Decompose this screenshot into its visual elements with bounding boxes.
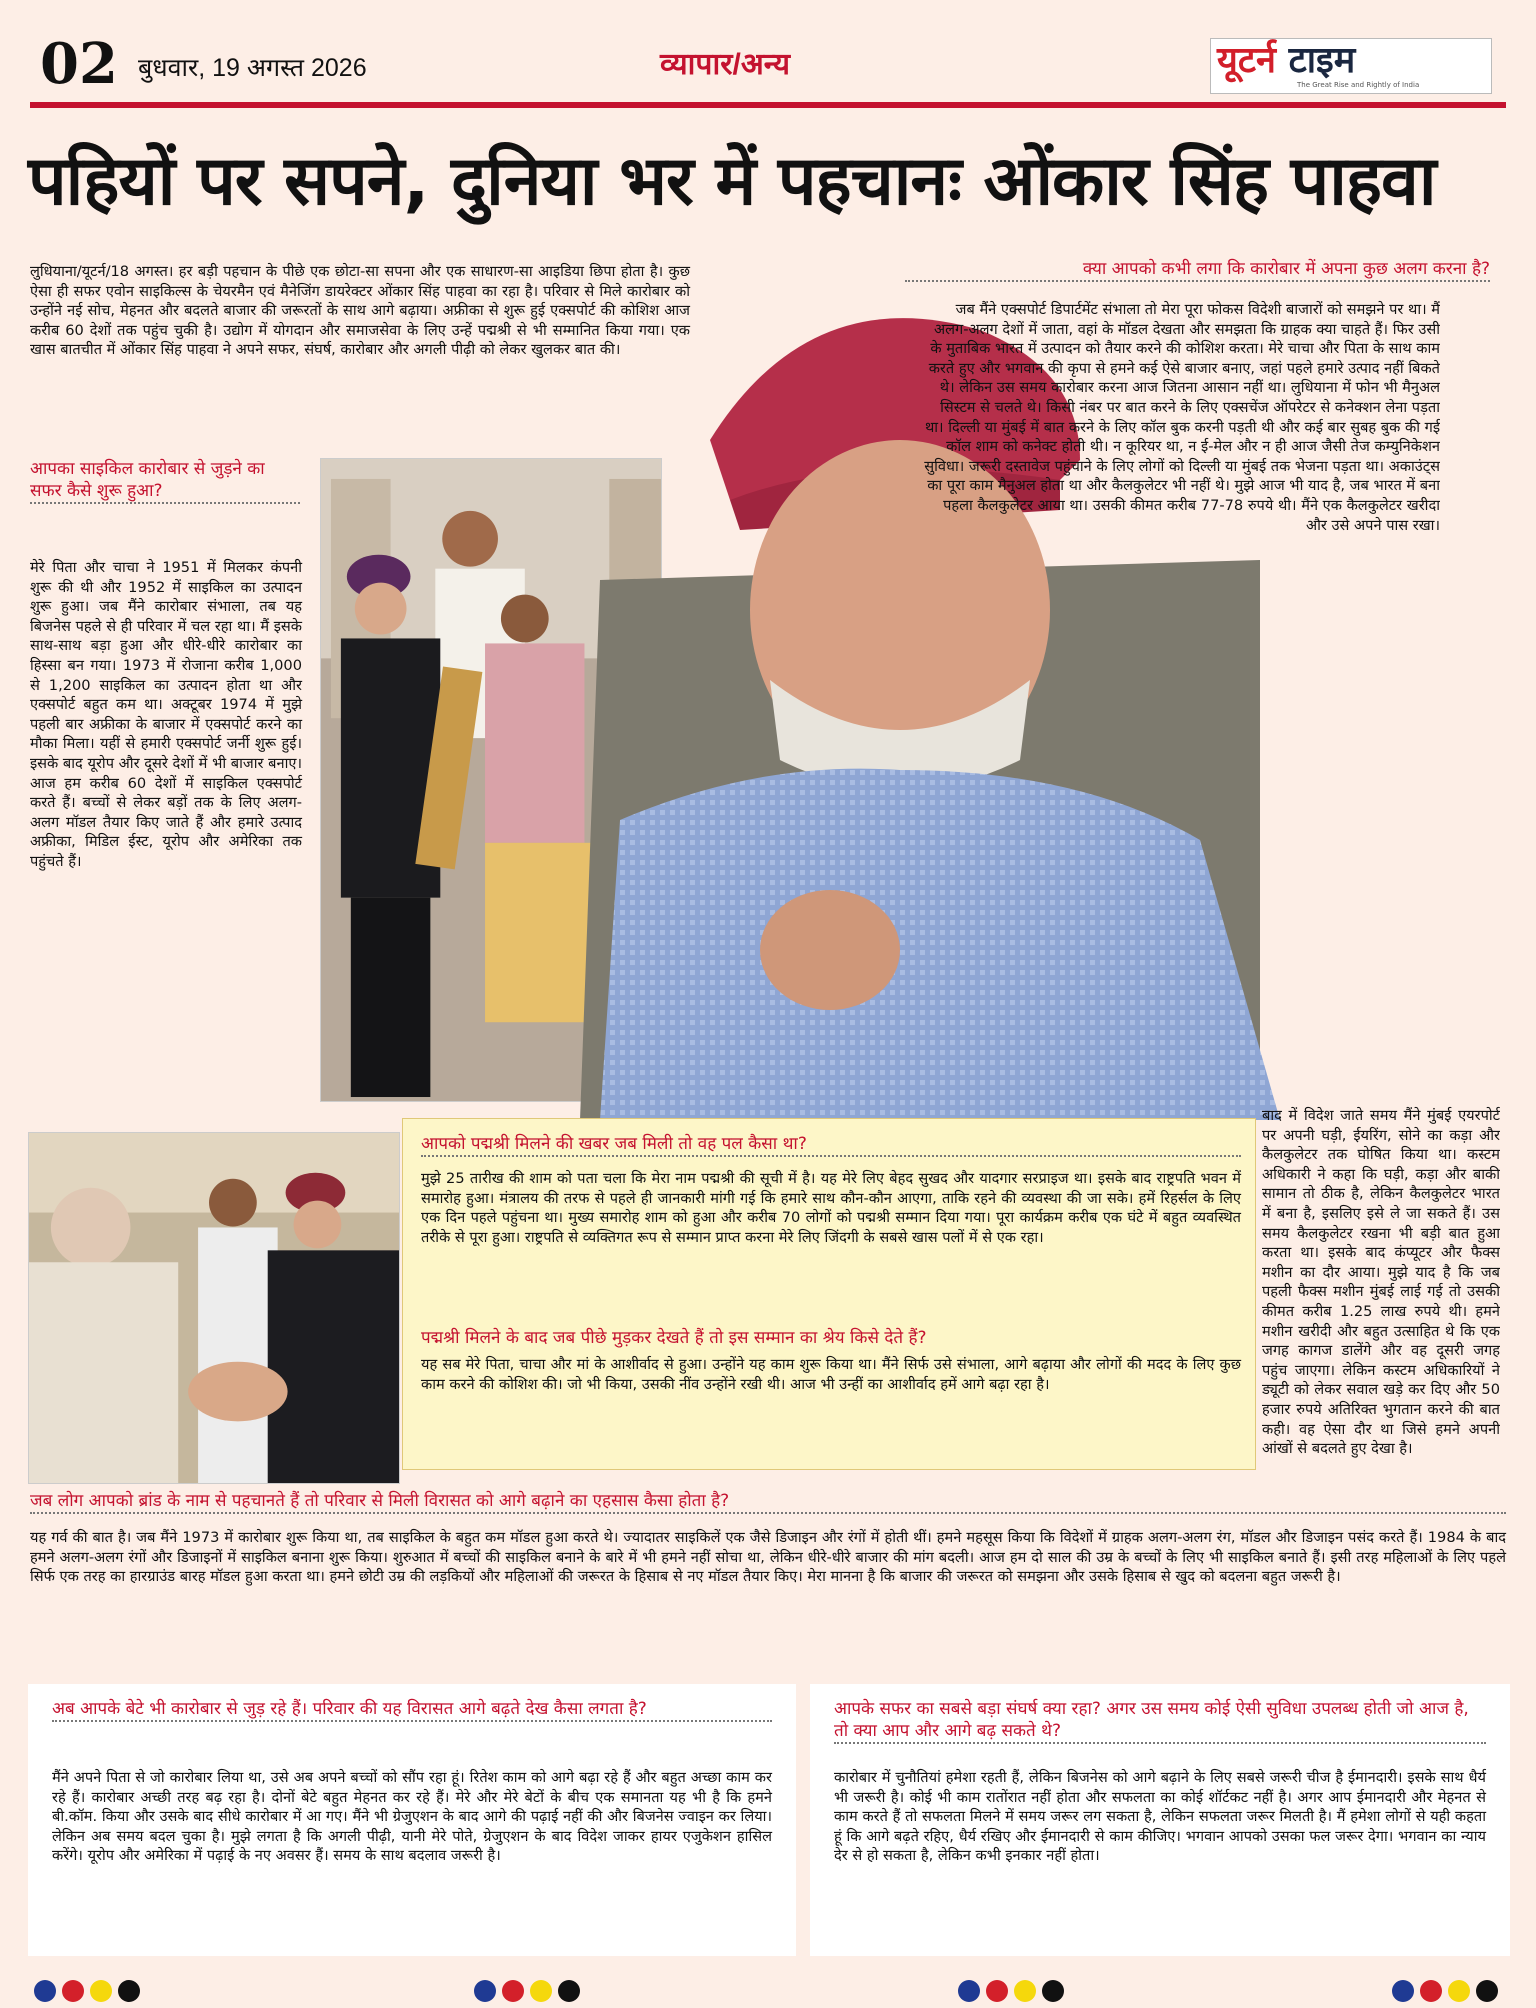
question-struggle: आपके सफर का सबसे बड़ा संघर्ष क्या रहा? अगर उस समय कोई ऐसी सुविधा उपलब्ध होती जो आज है, तो क्या आप और आगे बढ़ सकते थे? bbox=[834, 1698, 1486, 1744]
answer-sons: मैंने अपने पिता से जो कारोबार लिया था, उसे अब अपने बच्चों को सौंप रहा हूं। रितेश काम को आगे बढ़ा रहे हैं और बहुत अच्छा काम कर रहे हैं। कारोबार अच्छी तरह बढ़ रहा है। दोनों बेटे बहुत मेहनत कर रहे हैं। मेरे और मेरे बेटों के बीच एक समानता यह भी है कि हमने बी.कॉम. किया और उसके बाद सीधे कारोबार में आ गए। मैंने भी ग्रेजुएशन के बाद आगे की पढ़ाई नहीं की और बिजनेस ज्वाइन कर लिया। लेकिन अब समय बदल चुका है। मुझे लगता है कि अगली पीढ़ी, यानी मेरे पोते, ग्रेजुएशन के बाद विदेश जाकर हायर एजुकेशन हासिल करेंगे। यूरोप और अमेरिका में पढ़ाई के नए अवसर हैं। समय के साथ बदलाव जरूरी है। bbox=[52, 1769, 772, 1865]
registration-dots-2 bbox=[474, 1980, 580, 2002]
intro-paragraph: लुधियाना/यूटर्न/18 अगस्त। हर बड़ी पहचान के पीछे एक छोटा-सा सपना और एक साधारण-सा आइडिया छिपा होता है। कुछ ऐसा ही सफर एवोन साइकिल्स के चेयरमैन एवं मैनेजिंग डायरेक्टर ओंकार सिंह पाहवा का रहा है। परिवार से मिले कारोबार को उन्होंने नई सोच, मेहनत और बदलते बाजार की जरूरतों के साथ आगे बढ़ाया। अफ्रीका से शुरू हुई एक्सपोर्ट की कोशिश आज करीब 60 देशों तक पहुंच चुकी है। उद्योग में योगदान और समाजसेवा के लिए उन्हें पद्मश्री से भी सम्मानित किया गया। एक खास बातचीत में ओंकार सिंह पाहवा ने अपने सफर, संघर्ष, कारोबार और अगली पीढ़ी को लेकर खुलकर बात की। bbox=[30, 263, 690, 359]
question-credit: पद्मश्री मिलने के बाद जब पीछे मुड़कर देखते हैं तो इस सम्मान का श्रेय किसे देते हैं? bbox=[421, 1328, 927, 1348]
page-number: 02 bbox=[40, 31, 118, 97]
question-padmashri: आपको पद्मश्री मिलने की खबर जब मिली तो वह पल कैसा था? bbox=[421, 1133, 1241, 1157]
answer-struggle: कारोबार में चुनौतियां हमेशा रहती हैं, लेकिन बिजनेस को आगे बढ़ाने के लिए सबसे जरूरी चीज है ईमानदारी। इसके साथ धैर्य भी जरूरी है। कोई भी काम रातोंरात नहीं होता और सफलता का कोई शॉर्टकट नहीं है। अगर आप ईमानदारी और मेहनत से काम करते हैं तो सफलता मिलने में समय जरूर लग सकता है, लेकिन सफलता जरूर मिलती है। मैं हमेशा लोगों से यही कहता हूं कि आगे बढ़ते रहिए, धैर्य रखिए और ईमानदारी से काम कीजिए। भगवान आपको उसका फल जरूर देगा। भगवान का न्याय देर से हो सकता है, लेकिन कभी इनकार नहीं होता। bbox=[834, 1769, 1486, 1865]
registration-dots-4 bbox=[1392, 1980, 1498, 2002]
question-legacy: जब लोग आपको ब्रांड के नाम से पहचानते हैं तो परिवार से मिली विरासत को आगे बढ़ाने का एहसास कैसा होता है? bbox=[30, 1490, 1506, 1514]
logo-part2: टाइम bbox=[1288, 40, 1356, 81]
section-label: व्यापार/अन्य bbox=[660, 48, 791, 81]
meeting-photo bbox=[28, 1132, 400, 1484]
answer-right-continued: बाद में विदेश जाते समय मैंने मुंबई एयरपोर्ट पर अपनी घड़ी, ईयरिंग, सोने का कड़ा और कैलकुलेटर तक घोषित किया था। कस्टम अधिकारी ने कहा कि घड़ी, कड़ा और बाकी सामान तो ठीक है, लेकिन कैलकुलेटर भारत में बना है, इसलिए इसे ले जा सकते हैं। उस समय कैलकुलेटर रखना भी बड़ी बात हुआ करता था। इसके बाद कंप्यूटर और फैक्स मशीन का दौर आया। मुझे याद है कि जब पहली फैक्स मशीन मुंबई लाई गई तो उसकी कीमत करीब 1.25 लाख रुपये थी। हमने मशीन खरीदी और बहुत उत्साहित थे कि एक जगह कागज डालेंगे और वह दूसरी जगह पहुंच जाएगा। लेकिन कस्टम अधिकारियों ने ड्यूटी को लेकर सवाल खड़े कर दिए और 50 हजार रुपये अतिरिक्त भुगतान करने की बात कही। वह ऐसा दौर था जिसे हमने अपनी आंखों से बदलते हुए देखा है। bbox=[1262, 1107, 1500, 1458]
struggle-box bbox=[810, 1684, 1510, 1956]
newspaper-logo bbox=[1210, 38, 1492, 94]
answer-legacy: यह गर्व की बात है। जब मैंने 1973 में कारोबार शुरू किया था, तब साइकिल के बहुत कम मॉडल हुआ करते थे। ज्यादातर साइकिलें एक जैसे डिजाइन और रंगों में होती थीं। हमने महसूस किया कि विदेशों में ग्राहक अलग-अलग रंग, मॉडल और डिजाइन पसंद करते हैं। 1984 के बाद हमने अलग-अलग रंगों और डिजाइनों में साइकिल बनाना शुरू किया। शुरुआत में बच्चों की साइकिल बनाने के बारे में भी हमने नहीं सोचा था, लेकिन धीरे-धीरे बाजार की मांग बदली। आज हम दो साल की उम्र के बच्चों के लिए भी साइकिल बनाते हैं। इसी तरह महिलाओं के लिए पहले सिर्फ एक तरह का हारग्राउंड बारह मॉडल हुआ करता था। हमने छोटी उम्र की लड़कियों और महिलाओं की जरूरत के हिसाब से नए मॉडल तैयार किए। मेरा मानना है कि बाजार की जरूरत को समझना और उसके हिसाब से खुद को बदलना बहुत जरूरी है। bbox=[30, 1529, 1506, 1586]
edition-date: बुधवार, 19 अगस्त 2026 bbox=[138, 54, 367, 82]
header-rule bbox=[30, 102, 1506, 108]
headline: पहियों पर सपने, दुनिया भर में पहचानः ओंकार सिंह पाहवा bbox=[28, 142, 1436, 221]
answer-padmashri: मुझे 25 तारीख की शाम को पता चला कि मेरा नाम पद्मश्री की सूची में है। यह मेरे लिए बेहद सुखद और यादगार सरप्राइज था। इसके बाद राष्ट्रपति भवन में समारोह हुआ। मंत्रालय की तरफ से पहले ही जानकारी मांगी गई कि हमारे साथ कौन-कौन आएगा, ताकि रहने की व्यवस्था की जा सके। हमें रिहर्सल के लिए एक दिन पहले पहुंचना था। मुख्य समारोह शाम को हुआ और करीब 70 लोगों को पद्मश्री सम्मान दिया गया। पूरा कार्यक्रम करीब एक घंटे में बहुत व्यवस्थित तरीके से पूरा हुआ। राष्ट्रपति से व्यक्तिगत रूप से सम्मान प्राप्त करना मेरे लिए जिंदगी के सबसे खास पलों में से एक रहा। bbox=[421, 1170, 1241, 1246]
registration-dots-3 bbox=[958, 1980, 1064, 2002]
logo-tagline: The Great Rise and Rightly of India bbox=[1297, 81, 1420, 89]
question-right: क्या आपको कभी लगा कि कारोबार में अपना कुछ अलग करना है? bbox=[905, 258, 1490, 282]
question-1: आपका साइकिल कारोबार से जुड़ने का सफर कैसे शुरू हुआ? bbox=[30, 458, 300, 504]
padmashri-box bbox=[402, 1118, 1256, 1470]
sons-box bbox=[28, 1684, 796, 1956]
logo-part1: यूटर्न bbox=[1217, 40, 1277, 81]
answer-credit: यह सब मेरे पिता, चाचा और मां के आशीर्वाद से हुआ। उन्होंने यह काम शुरू किया था। मैंने सिर्फ उसे संभाला, आगे बढ़ाया और लोगों की मदद के लिए कुछ काम करने की कोशिश की। जो भी किया, उसकी नींव उन्होंने रखी थी। आज भी उन्हीं का आशीर्वाद हमें आगे बढ़ा रहा है। bbox=[421, 1356, 1241, 1393]
question-sons: अब आपके बेटे भी कारोबार से जुड़ रहे हैं। परिवार की यह विरासत आगे बढ़ते देख कैसा लगता है? bbox=[52, 1698, 772, 1722]
registration-dots-1 bbox=[34, 1980, 140, 2002]
answer-right: जब मैंने एक्सपोर्ट डिपार्टमेंट संभाला तो मेरा पूरा फोकस विदेशी बाजारों को समझने पर था। मैं अलग-अलग देशों में जाता, वहां के मॉडल देखता और समझता कि ग्राहक क्या चाहते हैं। फिर उसी के मुताबिक भारत में उत्पादन को तैयार करने की कोशिश करता। मेरे चाचा और पिता के साथ काम करते हुए और भगवान की कृपा से हमने कई ऐसे बाजार बनाए, जहां पहले हमारे उत्पाद नहीं बिकते थे। लेकिन उस समय कारोबार करना आज जितना आसान नहीं था। लुधियाना में फोन भी मैनुअल सिस्टम से चलते थे। किसी नंबर पर बात करने के लिए एक्सचेंज ऑपरेटर से कनेक्शन लेना पड़ता था। दिल्ली या मुंबई में बात करने के लिए कॉल बुक करनी पड़ती थी और कई बार सुबह बुक की गई कॉल शाम को कनेक्ट होती थी। न कूरियर था, न ई-मेल और न ही आज जैसी तेज कम्युनिकेशन सुविधा। जरूरी दस्तावेज पहुंचाने के लिए लोगों को दिल्ली या मुंबई तक भेजना पड़ता था। अकाउंट्स का पूरा काम मैनुअल होता था और कैलकुलेटर भी नहीं थे। मुझे आज भी याद है, जब भारत में बना पहला कैलकुलेटर आया था। उसकी कीमत करीब 77-78 रुपये थी। मैंने एक कैलकुलेटर खरीदा और उसे अपने पास रखा। bbox=[924, 301, 1440, 534]
logo-text bbox=[1217, 41, 1355, 81]
answer-1: मेरे पिता और चाचा ने 1951 में मिलकर कंपनी शुरू की थी और 1952 में साइकिल का उत्पादन शुरू हुआ। जब मैंने कारोबार संभाला, तब यह बिजनेस पहले से ही परिवार में चल रहा था। मैं इसके साथ-साथ बड़ा हुआ और धीरे-धीरे कारोबार का हिस्सा बन गया। 1973 में रोजाना करीब 1,000 से 1,200 साइकिल का उत्पादन होता था और एक्सपोर्ट बहुत कम था। अक्टूबर 1974 में मुझे पहली बार अफ्रीका के बाजार में एक्सपोर्ट करने का मौका मिला। यहीं से हमारी एक्सपोर्ट जर्नी शुरू हुई। इसके बाद यूरोप और दूसरे देशों में भी बाजार बनाए। आज हम करीब 60 देशों में साइकिल एक्सपोर्ट करते हैं। बच्चों से लेकर बड़ों तक के लिए अलग-अलग मॉडल तैयार किए जाते हैं और हमारे उत्पाद अफ्रीका, मिडिल ईस्ट, यूरोप और अमेरिका तक पहुंचते हैं। bbox=[30, 559, 302, 870]
